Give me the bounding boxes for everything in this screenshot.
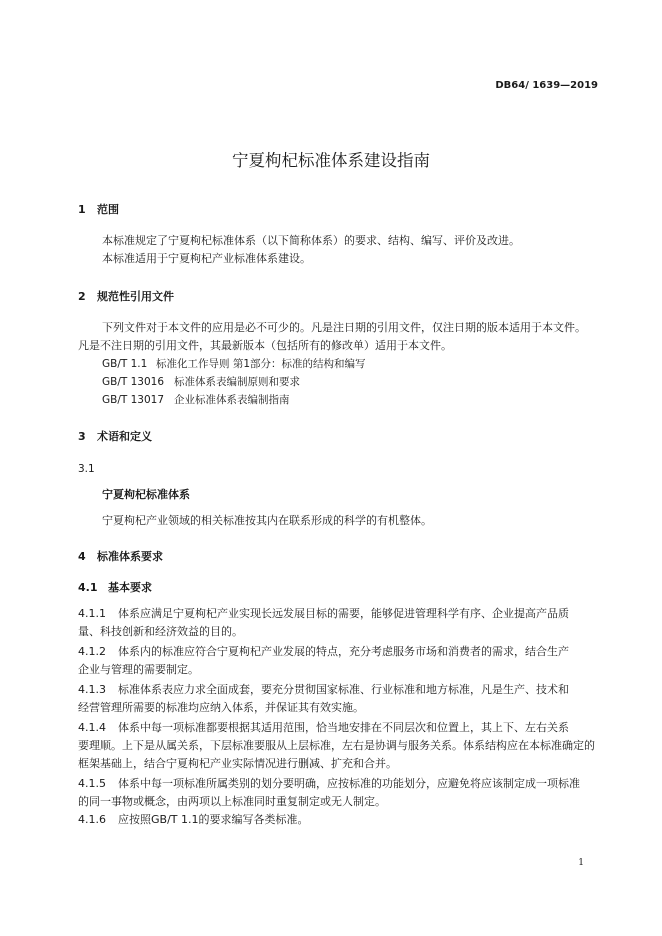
clause-text: 体系应满足宁夏枸杞产业实现长远发展目标的需要，能够促进管理科学有序、企业提高产品质 — [118, 607, 569, 620]
clause-text: 应按照GB/T 1.1的要求编写各类标准。 — [118, 813, 309, 826]
clause-4-1-1-rest: 量、科技创新和经济效益的目的。 — [78, 625, 243, 638]
clause-4-1-2-line-1 — [78, 643, 569, 661]
term-name: 宁夏枸杞标准体系 — [102, 488, 190, 501]
clause-number: 4.1.1 — [78, 607, 106, 620]
clause-4-1-3-line-1 — [78, 681, 569, 699]
section-4-number: 4 — [78, 550, 86, 563]
reference-item — [102, 391, 290, 409]
clause-text: 体系中每一项标准都要根据其适用范围，恰当地安排在不同层次和位置上，其上下、左右关系 — [118, 721, 569, 734]
reference-item — [102, 355, 366, 373]
clause-number: 4.1.2 — [78, 645, 106, 658]
clause-number: 4.1.6 — [78, 813, 106, 826]
clause-4-1-5-rest: 的同一事物或概念，由两项以上标准同时重复制定或无人制定。 — [78, 795, 386, 808]
clause-number: 4.1.4 — [78, 721, 106, 734]
section-1-heading — [78, 201, 119, 217]
standard-number: DB64/ 1639—2019 — [495, 80, 598, 91]
clause-number: 4.1.5 — [78, 777, 106, 790]
document-title: 宁夏枸杞标准体系建设指南 — [232, 151, 430, 170]
reference-item — [102, 373, 300, 391]
section-1-number: 1 — [78, 203, 86, 216]
subsection-4-1-title: 基本要求 — [108, 581, 152, 594]
reference-code: GB/T 13016 — [102, 376, 165, 388]
clause-4-1-4-rest: 要理顺。上下是从属关系，下层标准要服从上层标准，左右是协调与服务关系。体系结构应在本标准确定的框架基础上，结合宁夏枸杞产业实际情况进行删减、扩充和合并。 — [78, 739, 595, 770]
term-number: 3.1 — [78, 463, 95, 475]
section-4-title: 标准体系要求 — [97, 550, 163, 563]
section-3-title: 术语和定义 — [97, 430, 152, 443]
section-2-number: 2 — [78, 290, 86, 303]
clause-4-1-6-line-1 — [78, 811, 309, 829]
clause-text: 标准体系表应力求全面成套，要充分贯彻国家标准、行业标准和地方标准，凡是生产、技术和 — [118, 683, 569, 696]
section-1-title: 范围 — [97, 203, 119, 216]
clause-4-1-1-line-1 — [78, 605, 569, 623]
section-1-para-2: 本标准适用于宁夏枸杞产业标准体系建设。 — [102, 252, 311, 265]
section-3-number: 3 — [78, 430, 86, 443]
clause-text: 体系中每一项标准所属类别的划分要明确，应按标准的功能划分，应避免将应该制定成一项标准 — [118, 777, 580, 790]
section-2-title: 规范性引用文件 — [97, 290, 174, 303]
section-2-intro-line-1: 下列文件对于本文件的应用是必不可少的。凡是注日期的引用文件，仅注日期的版本适用于本文件。 — [102, 321, 586, 334]
reference-code: GB/T 1.1 — [102, 358, 148, 370]
clause-text: 体系内的标准应符合宁夏枸杞产业发展的特点，充分考虑服务市场和消费者的需求，结合生产 — [118, 645, 569, 658]
clause-4-1-5-line-1 — [78, 775, 580, 793]
section-4-heading — [78, 548, 163, 564]
subsection-4-1-number: 4.1 — [78, 581, 98, 594]
reference-code: GB/T 13017 — [102, 394, 165, 406]
section-3-heading — [78, 428, 152, 444]
reference-title: 标准体系表编制原则和要求 — [174, 376, 300, 388]
section-1-para-1: 本标准规定了宁夏枸杞标准体系（以下简称体系）的要求、结构、编写、评价及改进。 — [102, 234, 520, 247]
term-definition: 宁夏枸杞产业领域的相关标准按其内在联系形成的科学的有机整体。 — [102, 514, 432, 527]
clause-number: 4.1.3 — [78, 683, 106, 696]
section-2-intro-line-2: 凡是不注日期的引用文件，其最新版本（包括所有的修改单）适用于本文件。 — [78, 339, 452, 352]
reference-title: 企业标准体系表编制指南 — [174, 394, 290, 406]
clause-4-1-4-line-1 — [78, 719, 569, 737]
subsection-4-1-heading — [78, 579, 152, 595]
page-number: 1 — [578, 858, 584, 868]
clause-4-1-3-rest: 经营管理所需要的标准均应纳入体系，并保证其有效实施。 — [78, 701, 364, 714]
reference-title: 标准化工作导则 第1部分：标准的结构和编写 — [156, 358, 366, 370]
section-2-heading — [78, 288, 174, 304]
clause-4-1-2-rest: 企业与管理的需要制定。 — [78, 663, 199, 676]
